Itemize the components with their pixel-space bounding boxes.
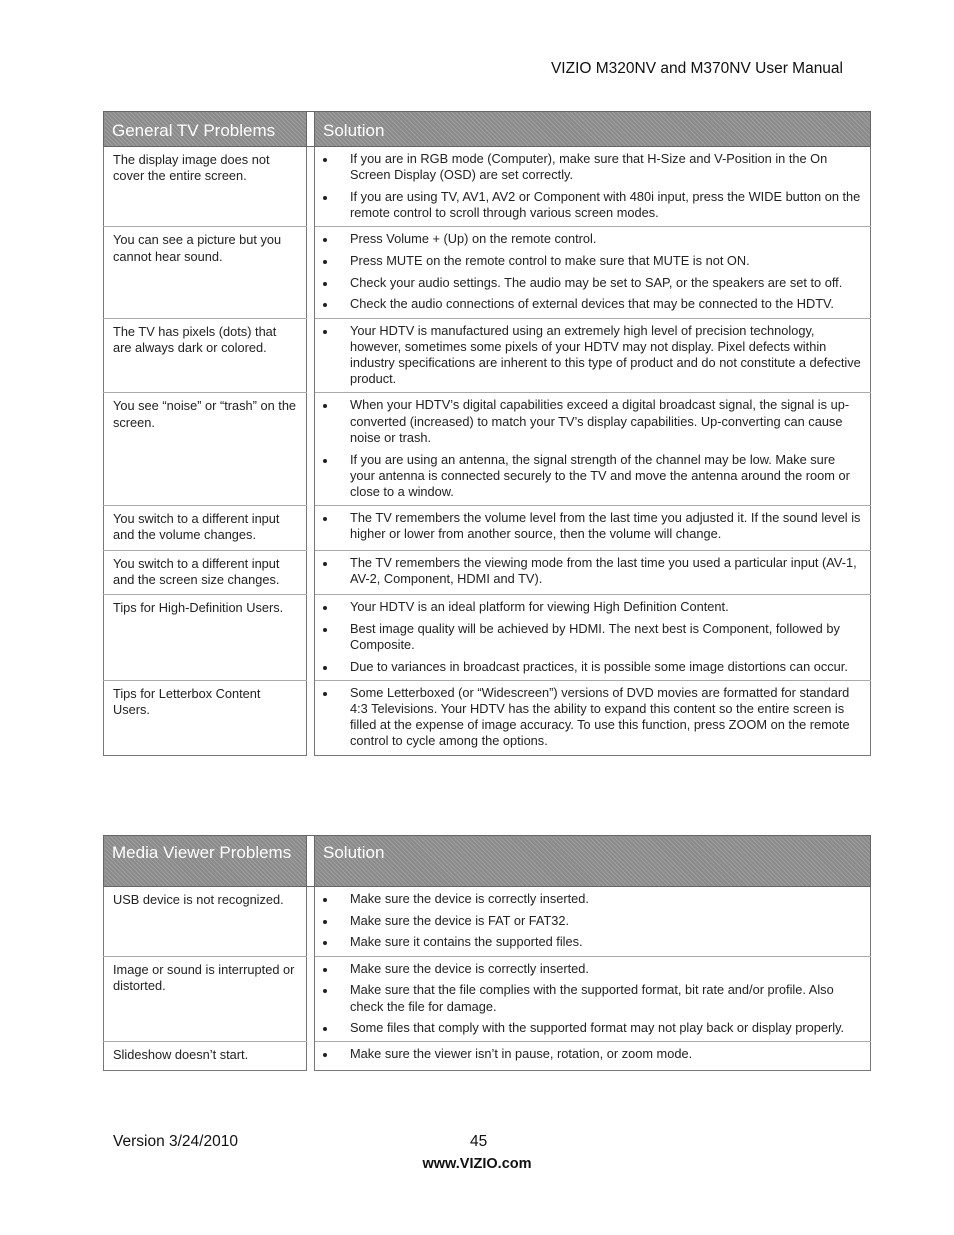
problem-cell: Slideshow doesn’t start. [104,1042,307,1070]
problem-cell: USB device is not recognized. [104,887,307,957]
solution-text: If you are in RGB mode (Computer), make sure that H-Size and V-Position in the On Screen Display (OSD) are set correctly. [350,151,828,183]
solution-text: Make sure it contains the supported files. [350,934,583,950]
list-item [323,452,862,501]
solution-list [323,231,862,312]
list-item [323,599,862,615]
bullet-icon [323,628,327,632]
website-url: www.VIZIO.com [422,1156,532,1172]
bullet-icon [323,606,327,610]
solution-list [323,323,862,388]
solution-cell [315,550,871,594]
general-tv-problems-table [103,111,871,756]
bullet-icon [323,260,327,264]
solution-cell [315,680,871,755]
list-item [323,1020,862,1036]
solution-text: Make sure the viewer isn’t in pause, rotation, or zoom mode. [350,1046,693,1062]
bullet-icon [323,1053,327,1057]
bullet-icon [323,989,327,993]
problem-cell: You switch to a different input and the screen size changes. [104,550,307,594]
solution-text: Press Volume + (Up) on the remote control. [350,231,597,247]
solution-list [323,397,862,500]
bullet-icon [323,968,327,972]
bullet-icon [323,517,327,521]
list-item [323,296,862,312]
solution-list [323,1046,862,1062]
table-row [104,318,871,393]
column-header-problem: Media Viewer Problems [104,836,307,887]
bullet-icon [323,196,327,200]
list-item [323,323,862,388]
problem-cell: Tips for High-Definition Users. [104,594,307,680]
table-row [104,227,871,318]
bullet-icon [323,459,327,463]
table-row [104,956,871,1042]
solution-text: Make sure that the file complies with the supported format, bit rate and/or profile. Also check the file for damage. [350,982,834,1014]
problem-cell: You can see a picture but you cannot hear sound. [104,227,307,318]
list-item [323,913,862,929]
list-item [323,555,862,587]
solution-list [323,961,862,1037]
list-item [323,151,862,183]
media-viewer-problems-table [103,835,871,1071]
list-item [323,253,862,269]
solution-text: If you are using TV, AV1, AV2 or Component with 480i input, press the WIDE button on the remote control to scroll through various screen modes. [350,188,861,221]
bullet-icon [323,920,327,924]
solution-list [323,599,862,675]
table-body [104,887,871,1071]
list-item [323,982,862,1014]
bullet-icon [323,330,327,334]
version-label: Version 3/24/2010 [113,1133,238,1150]
table-row [104,393,871,506]
solution-cell [315,227,871,318]
solution-list [323,151,862,221]
solution-cell [315,147,871,227]
list-item [323,1046,862,1062]
solution-list [323,685,862,750]
solution-text: Press MUTE on the remote control to make sure that MUTE is not ON. [350,253,750,269]
solution-text: Best image quality will be achieved by HDMI. The next best is Component, followed by Composite. [350,620,840,652]
solution-text: If you are using an antenna, the signal strength of the channel may be low. Make sure your antenna is connected securely to the TV and move the antenna around the room or close to a window. [350,451,850,499]
table-row [104,147,871,227]
solution-cell [315,506,871,550]
bullet-icon [323,158,327,162]
table-body [104,147,871,756]
solution-text: Check your audio settings. The audio may be set to SAP, or the speakers are set to off. [350,274,843,290]
bullet-icon [323,562,327,566]
list-item [323,397,862,446]
bullet-icon [323,303,327,307]
bullet-icon [323,666,327,670]
solution-text: When your HDTV’s digital capabilities exceed a digital broadcast signal, the signal is up-converted (increased) to match your TV’s display capabilities. Up-converting can cause noise or trash. [350,397,850,445]
solution-cell [315,393,871,506]
problem-cell: The TV has pixels (dots) that are always dark or colored. [104,318,307,393]
solution-text: Make sure the device is FAT or FAT32. [350,912,570,928]
bullet-icon [323,1027,327,1031]
list-item [323,934,862,950]
column-header-problem: General TV Problems [104,112,307,147]
list-item [323,685,862,750]
bullet-icon [323,692,327,696]
bullet-icon [323,898,327,902]
solution-text: Make sure the device is correctly inserted. [350,891,589,906]
solution-list [323,891,862,951]
solution-text: The TV remembers the viewing mode from the last time you used a particular input (AV-1, AV-2, Component, HDMI and TV). [350,554,857,586]
list-item [323,275,862,291]
list-item [323,189,862,221]
list-item [323,659,862,675]
solution-text: Check the audio connections of external devices that may be connected to the HDTV. [350,296,834,312]
list-item [323,510,862,542]
table-row [104,1042,871,1070]
solution-cell [315,887,871,957]
table-row [104,887,871,957]
bullet-icon [323,941,327,945]
solution-text: Some files that comply with the supported format may not play back or display properly. [350,1020,845,1036]
problem-cell: Tips for Letterbox Content Users. [104,680,307,755]
solution-cell [315,318,871,393]
column-header-solution: Solution [315,112,871,147]
problem-cell: The display image does not cover the entire screen. [104,147,307,227]
solution-cell [315,594,871,680]
solution-cell [315,956,871,1042]
table-row [104,506,871,550]
list-item [323,621,862,653]
table-row [104,550,871,594]
list-item [323,891,862,907]
bullet-icon [323,404,327,408]
page-number: 45 [470,1133,488,1150]
solution-text: Make sure the device is correctly inserted. [350,960,589,976]
table-row [104,680,871,755]
solution-text: Due to variances in broadcast practices, it is possible some image distortions can occur. [350,658,848,674]
list-item [323,231,862,247]
problem-cell: Image or sound is interrupted or distorted. [104,956,307,1042]
manual-title: VIZIO M320NV and M370NV User Manual [550,60,843,77]
solution-text: Some Letterboxed (or “Widescreen”) versions of DVD movies are formatted for standard 4:3 Televisions. Your HDTV has the ability to expand this content so the entire screen is filled at the expense of image accuracy. To use this function, press ZOOM on the remote control to cycle among the options. [350,684,850,749]
column-header-solution: Solution [315,836,871,887]
solution-text: Your HDTV is an ideal platform for viewing High Definition Content. [350,598,729,614]
problem-cell: You see “noise” or “trash” on the screen. [104,393,307,506]
solution-list [323,510,862,542]
problem-cell: You switch to a different input and the volume changes. [104,506,307,550]
solution-list [323,555,862,587]
solution-text: Your HDTV is manufactured using an extremely high level of precision technology, however, sometimes some pixels of your HDTV may not display. Pixel defects within industry specifications are inherent to this type of product and do not constitute a defective product. [350,322,861,387]
bullet-icon [323,282,327,286]
list-item [323,961,862,977]
table-row [104,594,871,680]
solution-text: The TV remembers the volume level from the last time you adjusted it. If the sound level is higher or lower from another source, then the volume will change. [350,510,861,542]
bullet-icon [323,238,327,242]
solution-cell [315,1042,871,1070]
